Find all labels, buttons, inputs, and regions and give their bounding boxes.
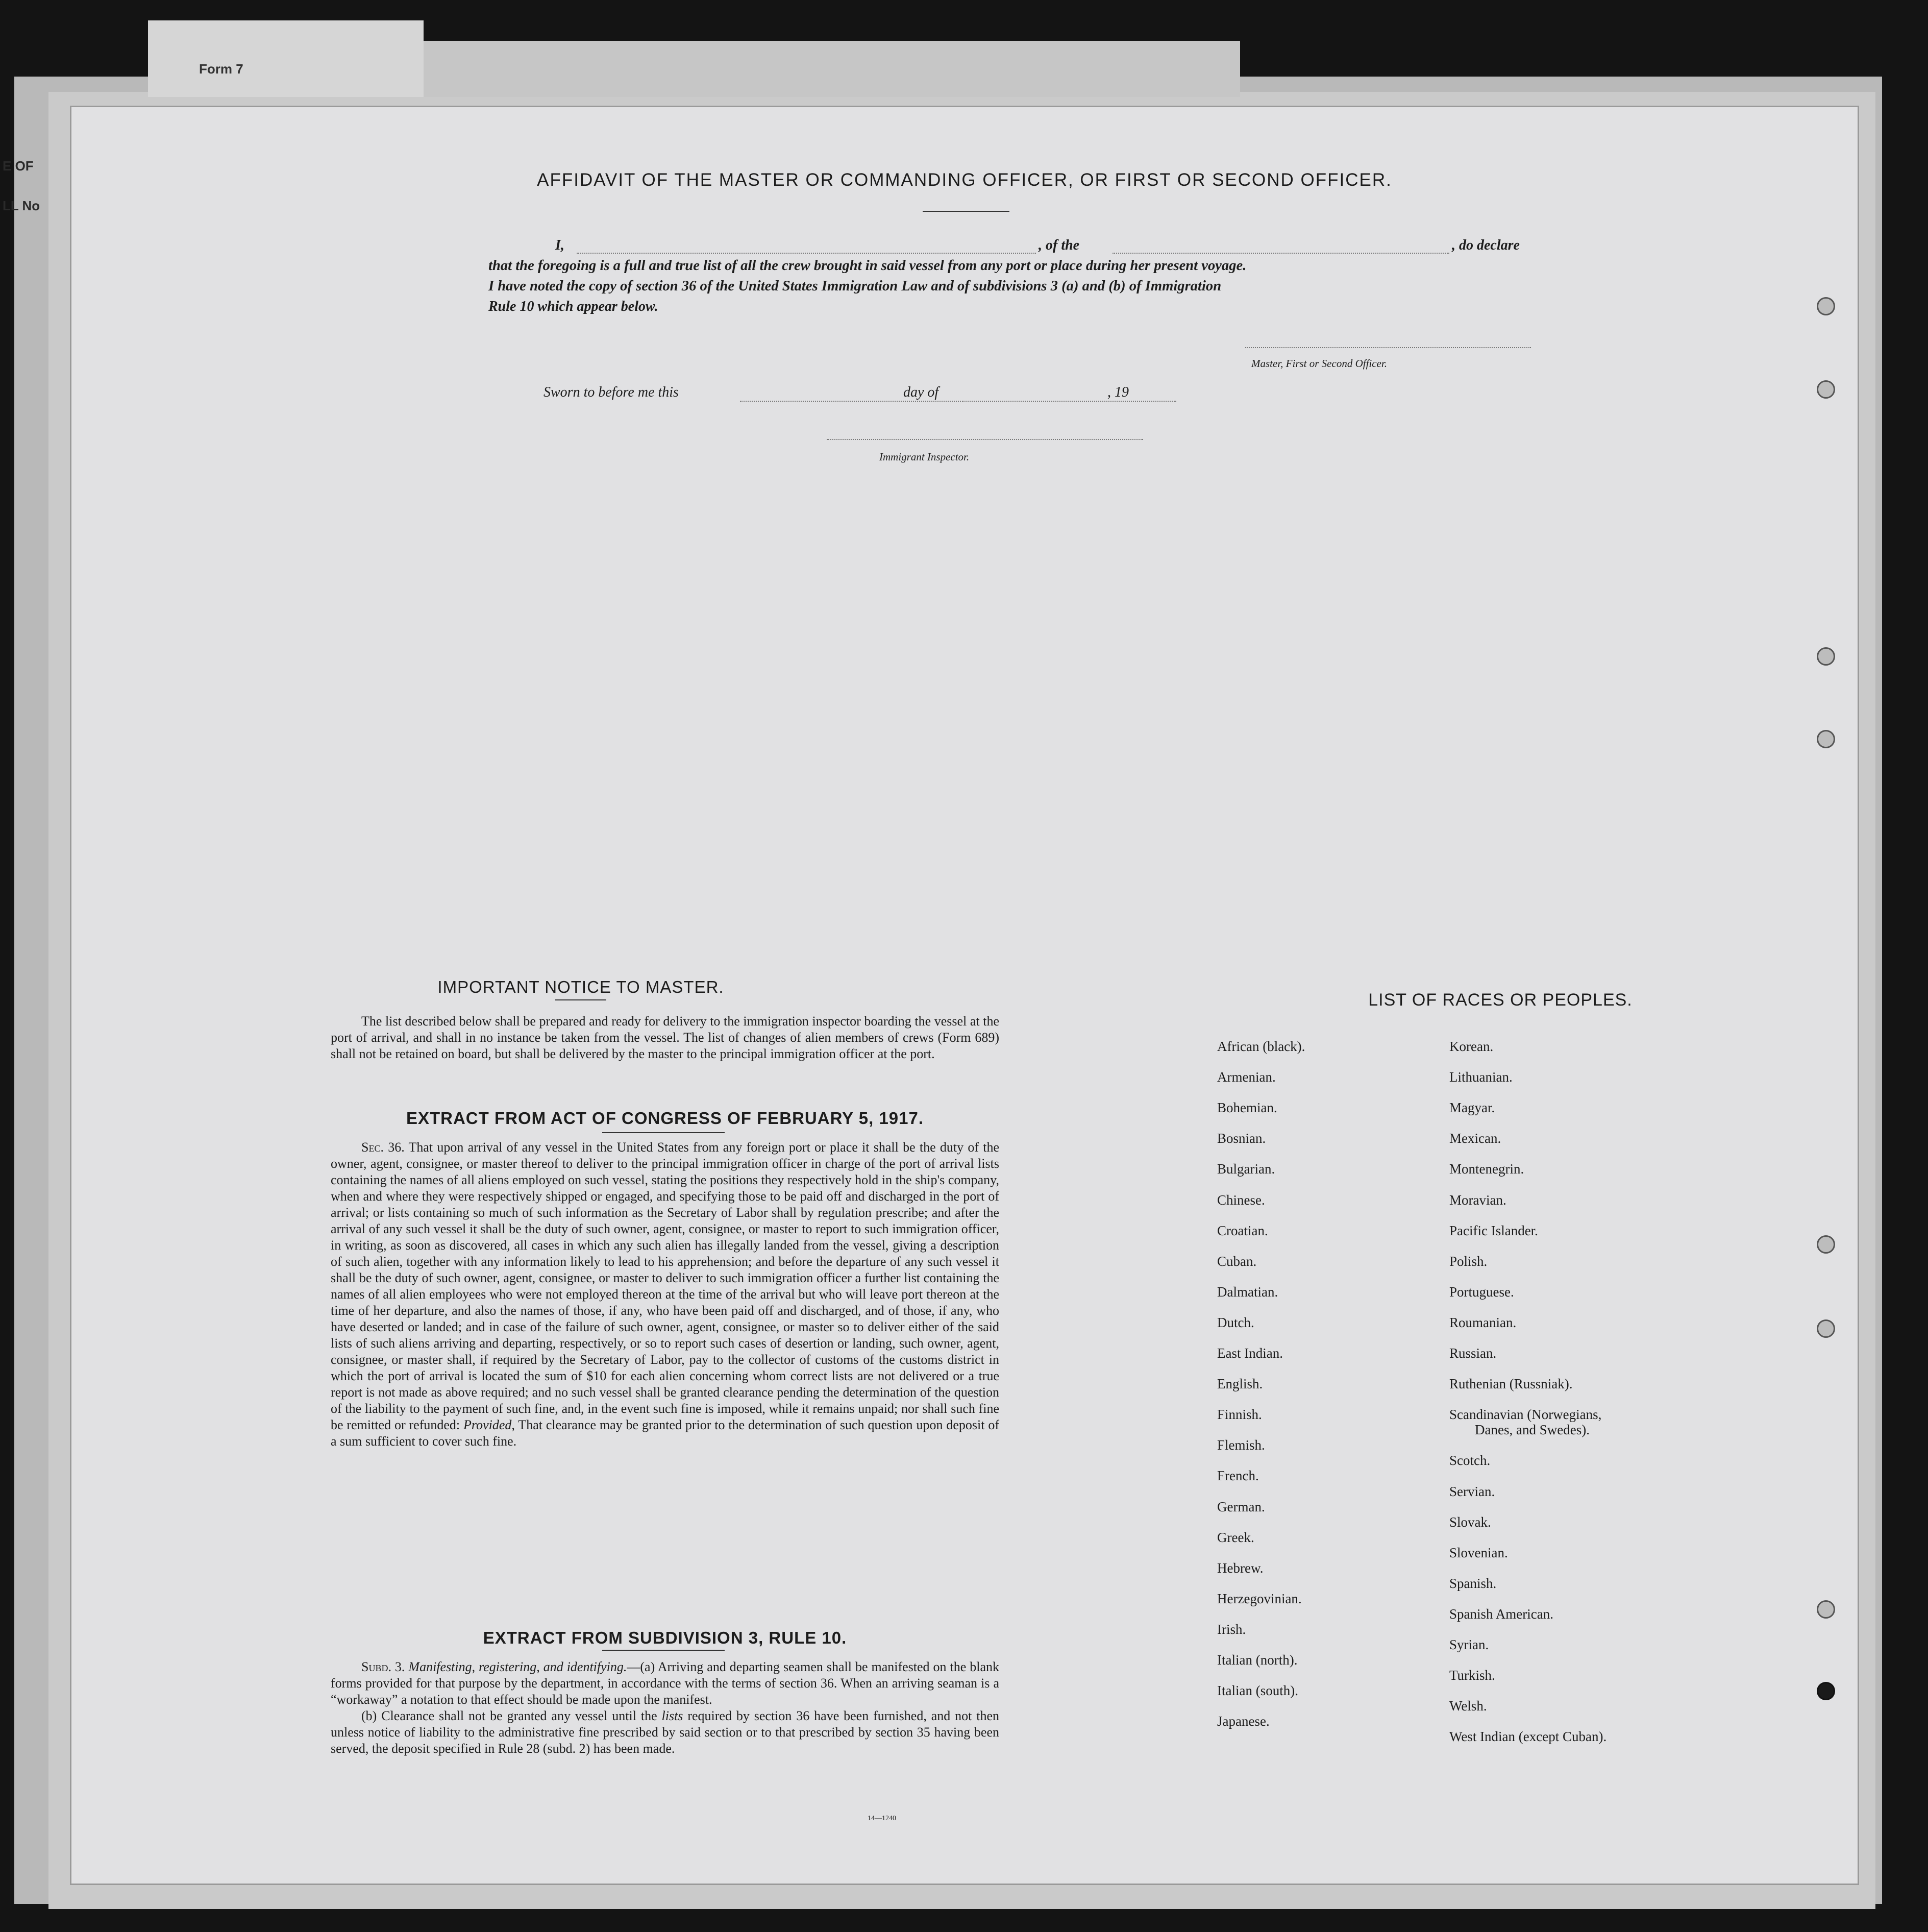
race-item: Roumanian.	[1449, 1314, 1517, 1330]
left-edge-fragment-2: LL No	[3, 198, 40, 213]
rule-heading-rule	[602, 1650, 725, 1651]
notice-text	[331, 1013, 999, 1062]
rule-heading: EXTRACT FROM SUBDIVISION 3, RULE 10.	[483, 1628, 847, 1647]
race-item: Polish.	[1449, 1253, 1488, 1269]
race-item: Korean.	[1449, 1039, 1494, 1054]
race-item: Greek.	[1217, 1529, 1254, 1545]
race-item: East Indian.	[1217, 1346, 1283, 1361]
race-item: Slovak.	[1449, 1514, 1491, 1530]
race-item: Spanish American.	[1449, 1606, 1553, 1622]
race-item: Flemish.	[1217, 1437, 1265, 1453]
race-item: Turkish.	[1449, 1668, 1495, 1683]
punch-hole	[1817, 1600, 1835, 1619]
race-item: West Indian (except Cuban).	[1449, 1729, 1607, 1745]
manifest-page	[71, 107, 1858, 1884]
race-item: Italian (north).	[1217, 1652, 1298, 1668]
race-item: Herzegovinian.	[1217, 1591, 1302, 1606]
folder-tab	[148, 20, 424, 97]
race-item: Japanese.	[1217, 1714, 1270, 1729]
race-item: Dalmatian.	[1217, 1284, 1278, 1300]
subd-label: Subd. 3.	[361, 1659, 405, 1674]
race-item: Bosnian.	[1217, 1131, 1266, 1146]
race-item: Slovenian.	[1449, 1545, 1508, 1560]
affidavit-heading: AFFIDAVIT OF THE MASTER OR COMMANDING OFFICER, OR FIRST OR SECOND OFFICER.	[537, 170, 1392, 190]
race-item: Mexican.	[1449, 1131, 1501, 1146]
race-item: Dutch.	[1217, 1314, 1254, 1330]
race-item: Russian.	[1449, 1346, 1497, 1361]
race-item: German.	[1217, 1499, 1265, 1514]
notice-paragraph: The list described below shall be prepared and ready for delivery to the immigration inspector boarding the vessel at the port of arrival, and shall in no instance be taken from the vessel. The list of changes of alien members of crews (Form 689) shall not be retained on board, but shall be delivered by the master to the principal immigration officer at the port.	[331, 1014, 999, 1061]
race-item: Danes, and Swedes).	[1475, 1422, 1590, 1438]
punch-hole	[1817, 647, 1835, 666]
act-body: That upon arrival of any vessel in the United States from any foreign port or place it shall be the duty of the owner, agent, consignee, or master thereof to deliver to the principal immigration officer in charge of the port of arrival lists containing the names of all aliens employed on such vessel, stating the positions they respectively hold in the ship's company, when and where they were respectively shipped or engaged, and specifying those to be paid off and discharged in the port of arrival; or lists containing so much of such information as the Secretary of Labor shall by regulation prescribe; and after the arrival of any such vessel it shall be the duty of such owner, agent, consignee, or master to report to such immigration officer, in writing, as soon as discovered, all cases in which any such alien has illegally landed from the vessel, giving a description of such alien, together with any information likely to lead to his apprehension; and before the departure of any such vessel it shall be the duty of such owner, agent, consignee, or master to deliver to such immigration officer a further list containing the names of all alien employees who were not employed thereon at the time of the arrival but who will leave port thereon at the time of her departure, and also the names of those, if any, who have been paid off and discharged, and of those, if any, who have deserted or landed; and in case of the failure of such owner, agent, consignee, or master so to deliver either of the said lists of such aliens arriving and departing, respectively, or so to report such cases of desertion or landing, such owner, agent, consignee, or master shall, if required by the Secretary of Labor, pay to the collector of customs of the customs district in which the port of arrival is located the sum of $10 for each alien concerning whom correct lists are not delivered or a true report is not made as above required; and no such vessel shall be granted clearance pending the determination of the question of the liability to the payment of such fine, and, in the event such fine is imposed, while it remains unpaid; nor shall such fine be remitted or refunded:	[331, 1140, 1000, 1432]
races-heading: LIST OF RACES OR PEOPLES.	[1368, 990, 1633, 1010]
race-item: African (black).	[1217, 1039, 1305, 1054]
subd-a-paragraph	[331, 1659, 999, 1708]
race-item: English.	[1217, 1376, 1263, 1392]
signature-caption: Master, First or Second Officer.	[1251, 357, 1387, 370]
declaration-line-3: I have noted the copy of section 36 of the United States Immigration Law and of subdivisions 3 (a) and (b) of Immigration	[488, 278, 1222, 294]
act-heading: EXTRACT FROM ACT OF CONGRESS OF FEBRUARY 5, 1917.	[406, 1109, 924, 1128]
race-item: Montenegrin.	[1449, 1161, 1524, 1177]
race-item: Chinese.	[1217, 1192, 1265, 1208]
act-paragraph	[331, 1139, 999, 1450]
year-prefix: , 19	[1107, 384, 1129, 400]
race-item: Croatian.	[1217, 1222, 1268, 1238]
notice-heading: IMPORTANT NOTICE TO MASTER.	[437, 977, 724, 996]
subd-a-text: —(a) Arriving and departing seamen shall be manifested on the blank forms provided for that purpose by the department, in accordance with the terms of section 36. When an arriving seaman is a “workaway” a notation to that effect should be made upon the manifest.	[331, 1659, 999, 1707]
declaration-of-the: , of the	[1039, 237, 1080, 253]
subd-title: Manifesting, registering, and identifying.	[408, 1659, 627, 1674]
race-item: Scotch.	[1449, 1453, 1491, 1469]
race-item: Syrian.	[1449, 1637, 1489, 1652]
heading-rule	[923, 211, 1009, 212]
tab-label: Form 7	[199, 61, 243, 77]
punch-hole	[1817, 1682, 1835, 1700]
race-item: Pacific Islander.	[1449, 1222, 1538, 1238]
race-item: Hebrew.	[1217, 1560, 1264, 1576]
race-item: Irish.	[1217, 1621, 1246, 1637]
day-of-text: day of	[903, 384, 939, 400]
subd-b-paragraph	[331, 1708, 999, 1757]
race-item: Bohemian.	[1217, 1100, 1277, 1116]
race-item: Italian (south).	[1217, 1683, 1298, 1699]
race-item: Finnish.	[1217, 1407, 1262, 1423]
race-item: Magyar.	[1449, 1100, 1495, 1116]
folder-tab-2	[424, 41, 1240, 97]
race-item: Scandinavian (Norwegians,	[1449, 1407, 1602, 1423]
subd-b-end: required by section 36 have been furnished, and not then unless notice of liability to the administrative fine prescribed by said section or to that prescribed by section 35 having been served, the deposit specified in Rule 28 (subd. 2) has been made.	[331, 1708, 1000, 1756]
subd-b-lists: lists	[661, 1708, 683, 1723]
race-item: Bulgarian.	[1217, 1161, 1275, 1177]
sworn-text: Sworn to before me this	[543, 384, 679, 400]
signature-blank	[1245, 347, 1531, 348]
race-item: Armenian.	[1217, 1069, 1276, 1085]
race-item: French.	[1217, 1468, 1259, 1484]
day-blank	[740, 401, 965, 402]
name-blank	[577, 253, 1036, 254]
act-rule	[602, 1132, 725, 1133]
punch-hole	[1817, 730, 1835, 748]
act-body-end: That clearance may be granted prior to the determination of such question upon deposit of a sum sufficient to cover such fine.	[331, 1417, 1000, 1449]
inspector-blank	[827, 439, 1143, 440]
declaration-line-2: that the foregoing is a full and true list of all the crew brought in said vessel from any port or place during her present voyage.	[488, 258, 1247, 274]
provided-word: Provided,	[463, 1417, 515, 1432]
month-blank	[962, 401, 1176, 402]
race-item: Cuban.	[1217, 1253, 1257, 1269]
section-label: Sec. 36.	[361, 1140, 405, 1155]
vessel-blank	[1113, 253, 1449, 254]
punch-hole	[1817, 297, 1835, 315]
punch-hole	[1817, 1235, 1835, 1254]
punch-hole	[1817, 1319, 1835, 1338]
inspector-caption: Immigrant Inspector.	[879, 451, 970, 463]
rule-text	[331, 1659, 999, 1757]
left-edge-fragment-1: E OF	[3, 158, 34, 174]
race-item: Portuguese.	[1449, 1284, 1514, 1300]
punch-hole	[1817, 380, 1835, 399]
act-text	[331, 1139, 999, 1450]
form-number: 14—1240	[868, 1815, 896, 1822]
race-item: Servian.	[1449, 1483, 1495, 1499]
declaration-line-4: Rule 10 which appear below.	[488, 299, 658, 314]
race-item: Lithuanian.	[1449, 1069, 1513, 1085]
race-item: Ruthenian (Russniak).	[1449, 1376, 1573, 1392]
declaration-do-declare: , do declare	[1452, 237, 1520, 253]
notice-rule	[555, 999, 606, 1000]
subd-b-start: (b) Clearance shall not be granted any vessel until the	[361, 1708, 657, 1723]
race-item: Spanish.	[1449, 1575, 1497, 1591]
declaration-i: I,	[555, 237, 564, 253]
race-item: Welsh.	[1449, 1698, 1487, 1714]
race-item: Moravian.	[1449, 1192, 1506, 1208]
